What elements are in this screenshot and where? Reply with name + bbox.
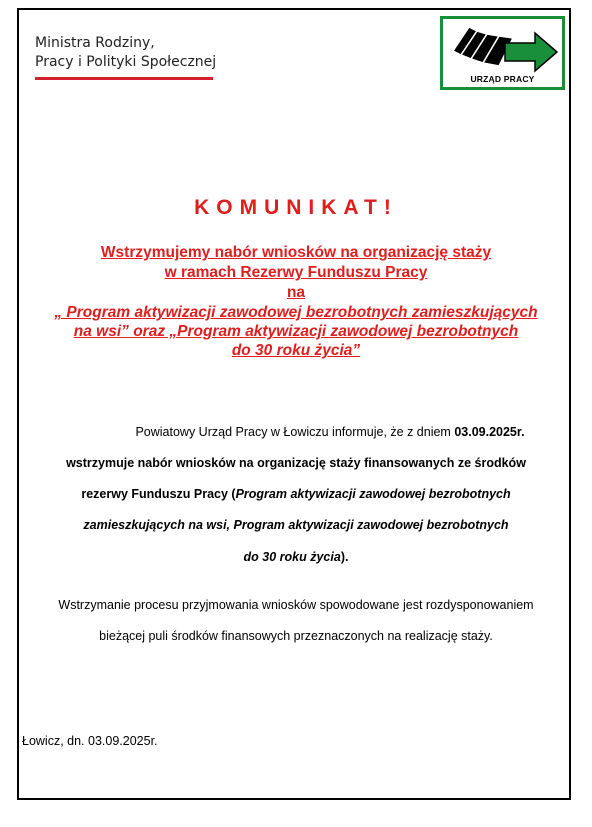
- body-line: [64, 425, 592, 439]
- announcement-program-line-3: do 30 roku życia”: [231, 342, 361, 359]
- body-text: ).: [340, 550, 349, 564]
- program-name: Program aktywizacji zawodowej bezrobotnych: [235, 487, 511, 501]
- ministry-red-rule: [35, 77, 213, 80]
- program-name: do 30 roku życia: [243, 550, 341, 564]
- ministry-name-line2: Pracy i Polityki Społecznej: [35, 54, 217, 70]
- announcement-subtitle-3: na: [286, 284, 306, 301]
- urzad-pracy-logo: [440, 16, 565, 90]
- page-border: [17, 8, 571, 800]
- announcement-program-line-2: na wsi” oraz „Program aktywizacji zawodowej bezrobotnych: [73, 323, 519, 340]
- announcement-program-line-1: „ Program aktywizacji zawodowej bezrobotnych zamieszkujących: [54, 304, 538, 321]
- body-line: [30, 487, 562, 501]
- body-line: wstrzymuje nabór wniosków na organizację staży finansowanych ze środków: [66, 456, 526, 470]
- announcement-subtitle-1: Wstrzymujemy nabór wniosków na organizację staży: [100, 244, 492, 261]
- body-line: [30, 550, 562, 564]
- ministry-logo: [35, 34, 220, 72]
- announcement-title: KOMUNIKAT!: [194, 196, 398, 219]
- body-line: bieżącej puli środków finansowych przeznaczonych na realizację staży.: [99, 629, 493, 643]
- arrow-with-cards-icon: [447, 21, 561, 73]
- body-line: zamieszkujących na wsi, Program aktywizacji zawodowej bezrobotnych: [83, 518, 509, 532]
- announcement-subtitle-2: w ramach Rezerwy Funduszu Pracy: [164, 264, 428, 281]
- logo-text: URZĄD PRACY: [470, 74, 535, 84]
- body-line: Wstrzymanie procesu przyjmowania wniosków spowodowane jest rozdysponowaniem: [58, 598, 534, 612]
- ministry-name-line1: Ministra Rodziny,: [35, 35, 155, 51]
- place-and-date: Łowicz, dn. 03.09.2025r.: [22, 734, 158, 748]
- body-text: rezerwy Funduszu Pracy (: [81, 487, 236, 501]
- stop-date: 03.09.2025r.: [454, 425, 525, 439]
- body-text: Powiatowy Urząd Pracy w Łowiczu informuje, że z dniem: [135, 425, 455, 439]
